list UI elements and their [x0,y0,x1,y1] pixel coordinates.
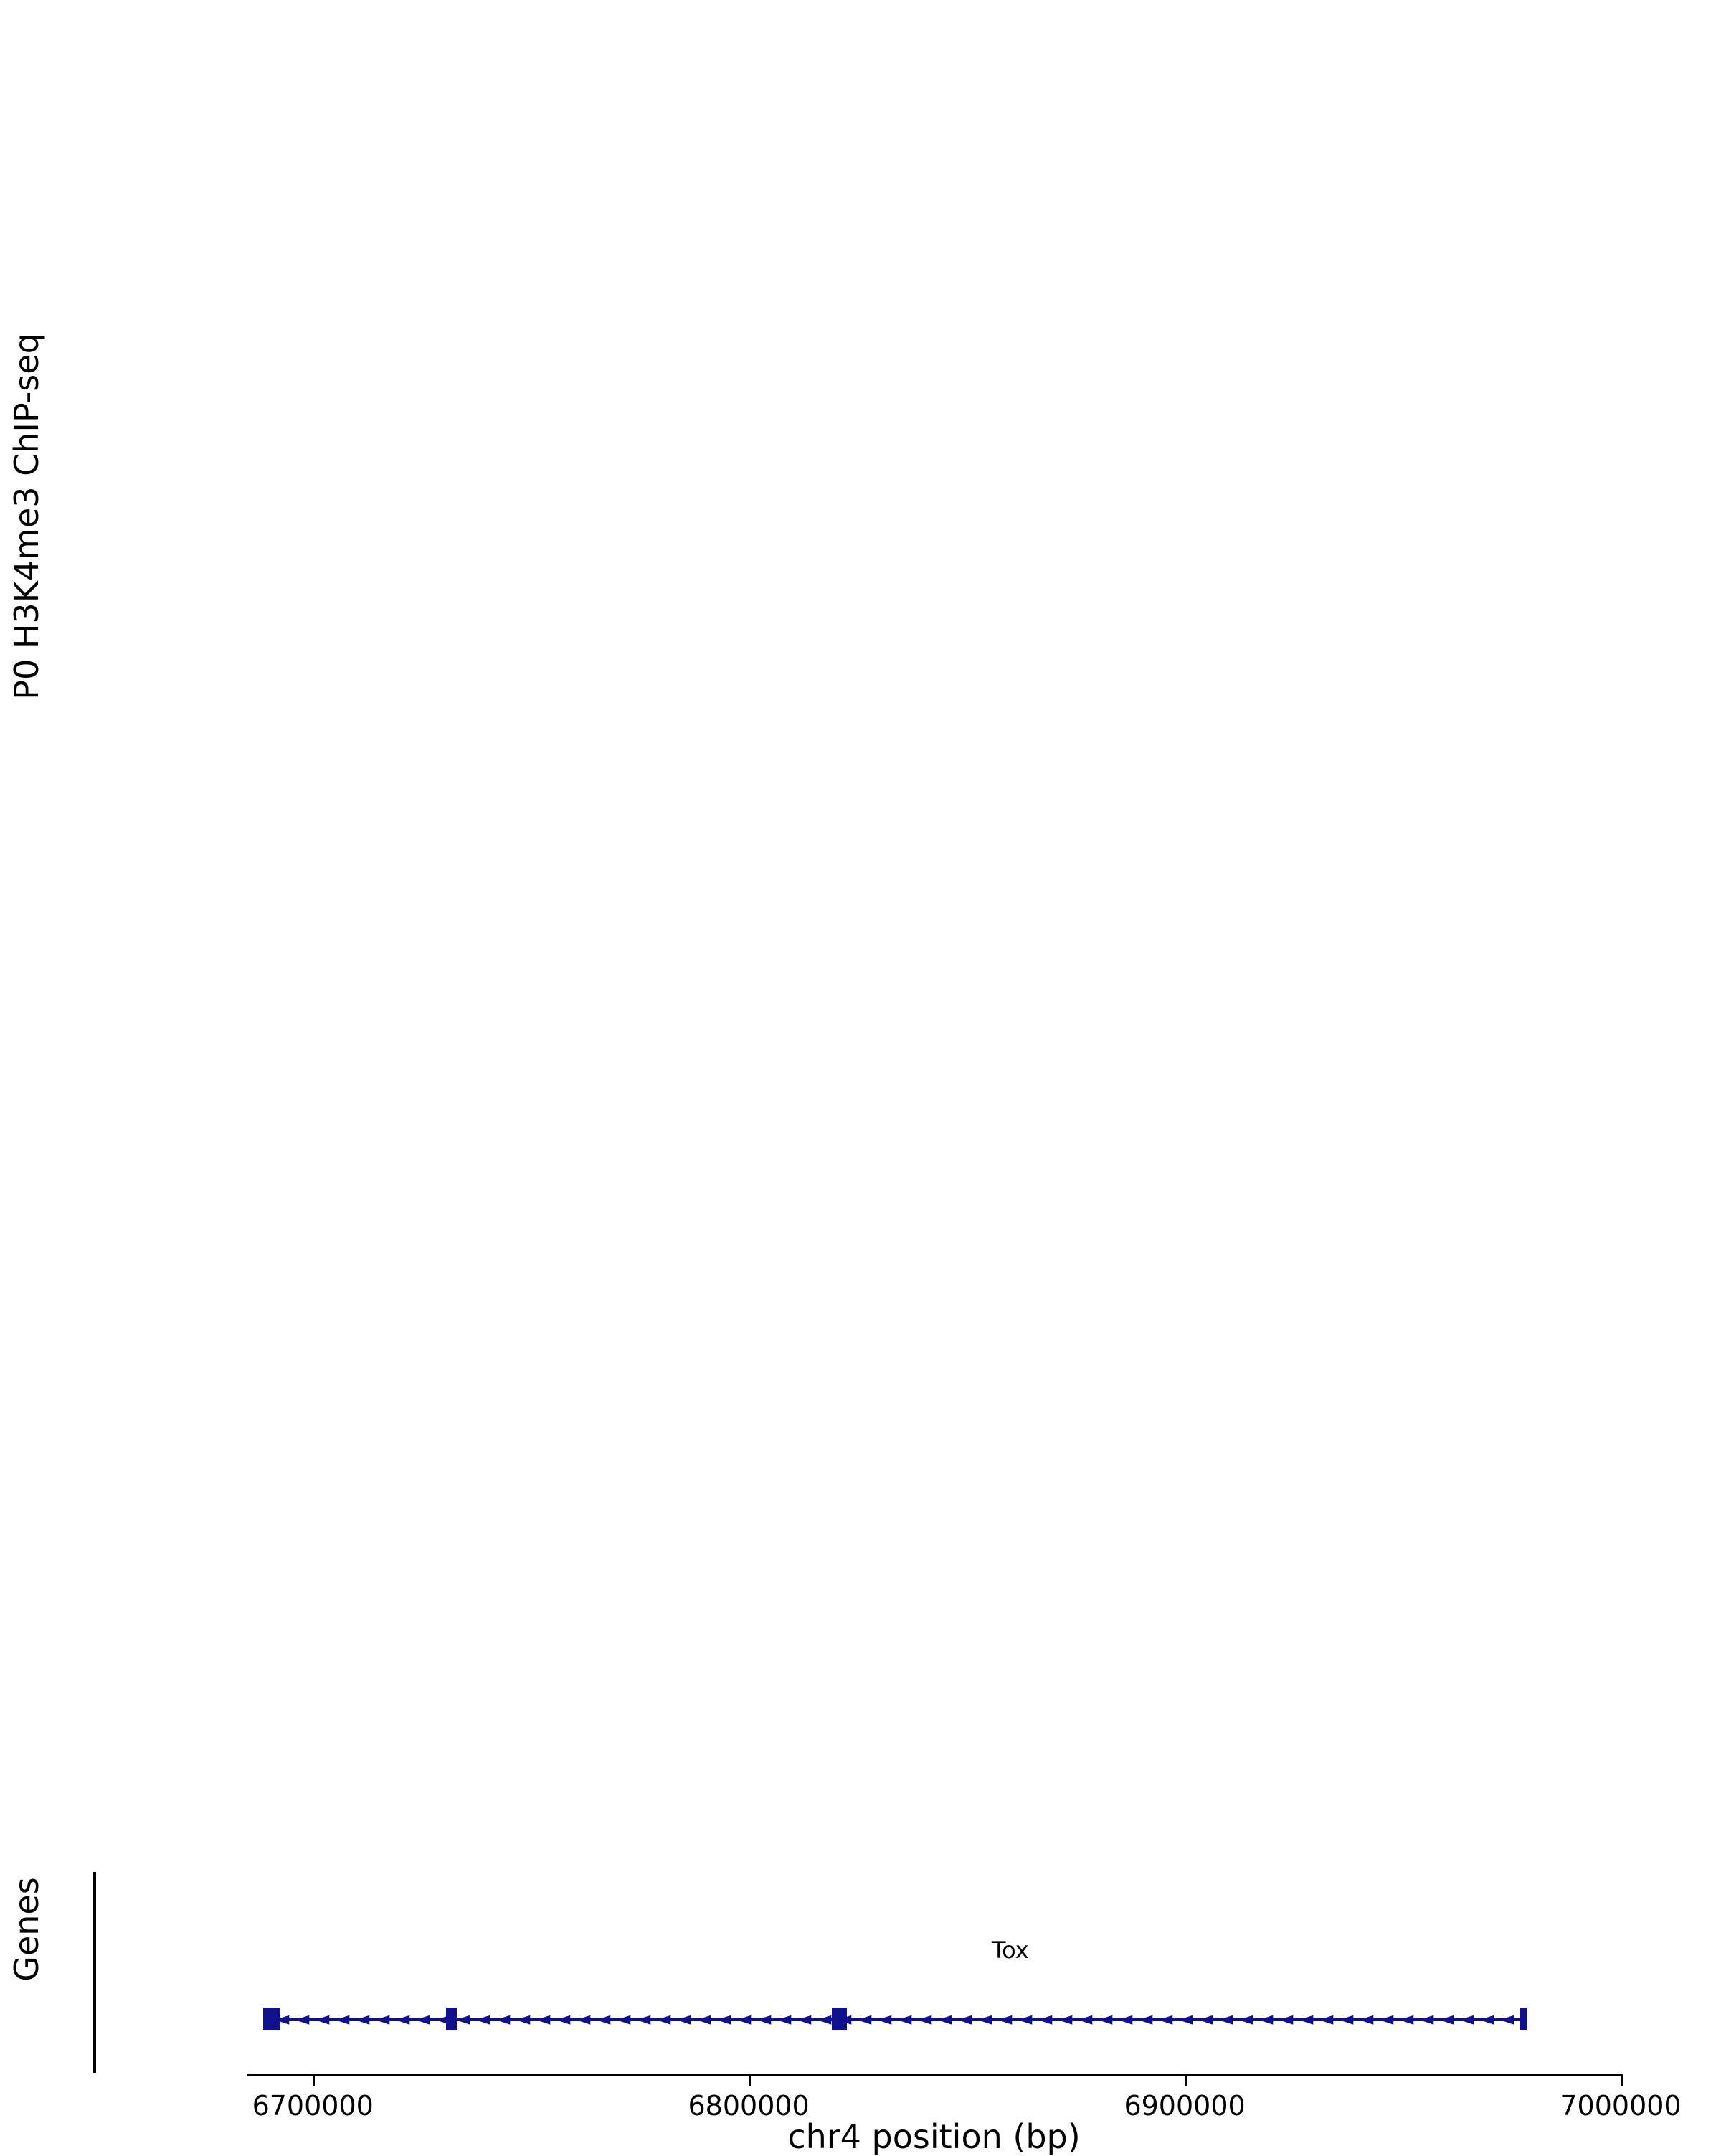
gene-strand-arrow: ◄ [1018,2008,1033,2030]
gene-strand-arrow: ◄ [596,2008,611,2030]
gene-strand-arrow: ◄ [1138,2008,1153,2030]
gene-strand-arrow: ◄ [1178,2008,1193,2030]
gene-strand-arrow: ◄ [1379,2008,1394,2030]
gene-strand-arrow: ◄ [1258,2008,1274,2030]
gene-strand-arrow: ◄ [636,2008,651,2030]
gene-strand-arrow: ◄ [997,2008,1013,2030]
gene-strand-arrow: ◄ [837,2008,852,2030]
gene-strand-arrow: ◄ [676,2008,691,2030]
gene-strand-arrow: ◄ [576,2008,591,2030]
gene-strand-arrow: ◄ [696,2008,711,2030]
gene-strand-arrow: ◄ [435,2008,450,2030]
gene-strand-arrow: ◄ [917,2008,932,2030]
gene-strand-arrow: ◄ [616,2008,631,2030]
genes-track [93,1872,1621,2073]
gene-strand-arrow: ◄ [415,2008,430,2030]
gene-strand-arrow: ◄ [857,2008,872,2030]
gene-strand-arrow: ◄ [877,2008,892,2030]
gene-strand-arrow: ◄ [977,2008,992,2030]
gene-strand-arrow: ◄ [516,2008,531,2030]
gene-label: Tox [992,1937,1029,1964]
x-tick [313,2074,315,2086]
gene-strand-arrow: ◄ [716,2008,731,2030]
genes-panel-label: Genes [7,1877,46,1982]
x-tick-label: 7000000 [1560,2090,1682,2122]
gene-strand-arrow: ◄ [757,2008,772,2030]
gene-strand-arrow: ◄ [957,2008,972,2030]
gene-strand-arrow: ◄ [375,2008,390,2030]
x-tick-label: 6900000 [1124,2090,1246,2122]
gene-strand-arrow: ◄ [315,2008,330,2030]
gene-strand-arrow: ◄ [1339,2008,1354,2030]
x-axis-spine [247,2074,1621,2076]
gene-strand-arrow: ◄ [736,2008,752,2030]
gene-strand-arrow: ◄ [455,2008,470,2030]
gene-strand-arrow: ◄ [1098,2008,1113,2030]
gene-strand-arrow: ◄ [1459,2008,1474,2030]
gene-strand-arrow: ◄ [797,2008,812,2030]
gene-strand-arrow: ◄ [937,2008,952,2030]
gene-row [247,1872,1621,2073]
gene-strand-arrow: ◄ [1238,2008,1253,2030]
x-tick-label: 6700000 [252,2090,374,2122]
gene-strand-arrow: ◄ [1198,2008,1213,2030]
gene-strand-arrow: ◄ [1038,2008,1053,2030]
gene-strand-arrow: ◄ [656,2008,671,2030]
gene-strand-arrow: ◄ [1319,2008,1334,2030]
x-tick [1185,2074,1187,2086]
gene-strand-arrow: ◄ [395,2008,410,2030]
gene-strand-arrow: ◄ [1399,2008,1414,2030]
gene-strand-arrow: ◄ [556,2008,571,2030]
x-axis-label: chr4 position (bp) [787,2117,1081,2156]
gene-strand-arrow: ◄ [1439,2008,1454,2030]
x-tick [1621,2074,1623,2086]
gene-strand-arrow: ◄ [1419,2008,1434,2030]
gene-strand-arrow: ◄ [1158,2008,1173,2030]
gene-strand-arrow: ◄ [897,2008,912,2030]
genes-axis-spine [93,1872,96,2073]
gene-strand-arrow: ◄ [1359,2008,1374,2030]
gene-strand-arrow: ◄ [536,2008,551,2030]
x-tick-label: 6800000 [688,2090,810,2122]
gene-exon [1520,2008,1525,2030]
gene-strand-arrow: ◄ [1058,2008,1073,2030]
x-tick [749,2074,751,2086]
gene-strand-arrow: ◄ [1118,2008,1133,2030]
gene-strand-arrow: ◄ [1279,2008,1294,2030]
gene-strand-arrow: ◄ [335,2008,350,2030]
y-axis-label: P0 H3K4me3 ChIP-seq [7,333,46,700]
gene-strand-arrow: ◄ [355,2008,370,2030]
gene-strand-arrow: ◄ [1499,2008,1514,2030]
gene-strand-arrow: ◄ [295,2008,310,2030]
gene-strand-arrow: ◄ [475,2008,490,2030]
gene-strand-arrow: ◄ [1299,2008,1314,2030]
gene-strand-arrow: ◄ [817,2008,832,2030]
gene-strand-arrow: ◄ [1078,2008,1093,2030]
gene-strand-arrow: ◄ [275,2008,290,2030]
gene-strand-arrow: ◄ [1479,2008,1494,2030]
gene-strand-arrow: ◄ [777,2008,792,2030]
gene-strand-arrow: ◄ [1218,2008,1233,2030]
gene-strand-arrow: ◄ [496,2008,511,2030]
